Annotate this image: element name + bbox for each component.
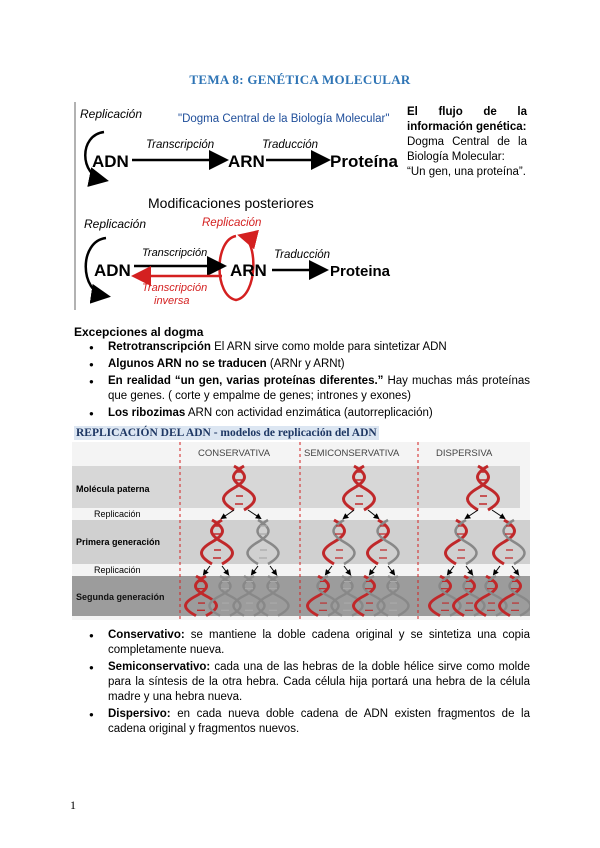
page-title: TEMA 8: GENÉTICA MOLECULAR [189,72,411,87]
side-text [407,105,527,180]
side-bold-1: El flujo de la [407,106,527,118]
reverse-transcription-label-1: Transcripción [142,282,208,294]
exceptions-list [80,340,530,423]
row-replication-2: Replicación [94,565,141,575]
top-transcription-label: Transcripción [146,139,215,151]
col-dispersive: DISPERSIVA [436,448,493,459]
replication-models-figure [72,442,530,620]
adn-label: ADN [92,152,129,171]
side-line-4: Biología Molecular: [407,151,505,163]
side-line-3: Dogma Central de la [407,136,527,148]
reverse-transcription-label-2: inversa [154,295,190,307]
top-replication-label: Replicación [80,107,143,121]
central-dogma-figure [74,100,404,312]
side-line-5: “Un gen, una proteína”. [407,166,526,178]
top-translation-label: Traducción [262,139,319,151]
bottom-translation-label: Traducción [274,249,331,261]
row-first-gen: Primera generación [76,537,161,547]
list-item: ● En realidad “un gen, varias proteínas diferentes.” Hay muchas más proteínas que genes. ( corte y empalme de genes; intrones y exones) [80,374,530,404]
bottom-replication-label: Replicación [84,217,147,231]
row-second-gen: Segunda generación [76,592,165,602]
list-item: ● Semiconservativo: cada una de las hebras de la doble hélice sirve como molde para la síntesis de la otra hebra. Cada célula hija portará una hebra de la célula madre y una hebra nueva. [80,660,530,705]
bottom-protein-label: Proteina [330,263,391,280]
models-list [80,628,530,739]
bottom-transcription-label: Transcripción [142,247,208,259]
protein-label: Proteína [330,152,399,171]
row-parent: Molécula paterna [76,484,150,494]
list-item: ● Los ribozimas ARN con actividad enzimática (autorreplicación) [80,406,530,421]
list-item: ● Algunos ARN no se traducen (ARNr y ARNt) [80,357,530,372]
bottom-arn-label: ARN [230,261,267,280]
section-title: REPLICACIÓN DEL ADN - modelos de replicación del ADN [76,427,377,439]
col-semiconservative: SEMICONSERVATIVA [304,448,400,459]
side-bold-2: información genética: [407,121,527,133]
exceptions-heading: Excepciones al dogma [74,325,204,339]
list-item: ● Dispersivo: en cada nueva doble cadena de ADN existen fragmentos de la cadena original y fragmentos nuevos. [80,707,530,737]
row-replication-1: Replicación [94,509,141,519]
dogma-heading: "Dogma Central de la Biología Molecular" [178,113,390,125]
col-conservative: CONSERVATIVA [198,448,271,459]
bottom-adn-label: ADN [94,261,131,280]
modifications-label: Modificaciones posteriores [148,195,314,211]
page-number: 1 [70,798,76,812]
list-item: ● Conservativo: se mantiene la doble cadena original y se sintetiza una copia completamente nueva. [80,628,530,658]
list-item: ● Retrotranscripción El ARN sirve como molde para sintetizar ADN [80,340,530,355]
red-replication-label: Replicación [202,217,262,229]
arn-label: ARN [228,152,265,171]
